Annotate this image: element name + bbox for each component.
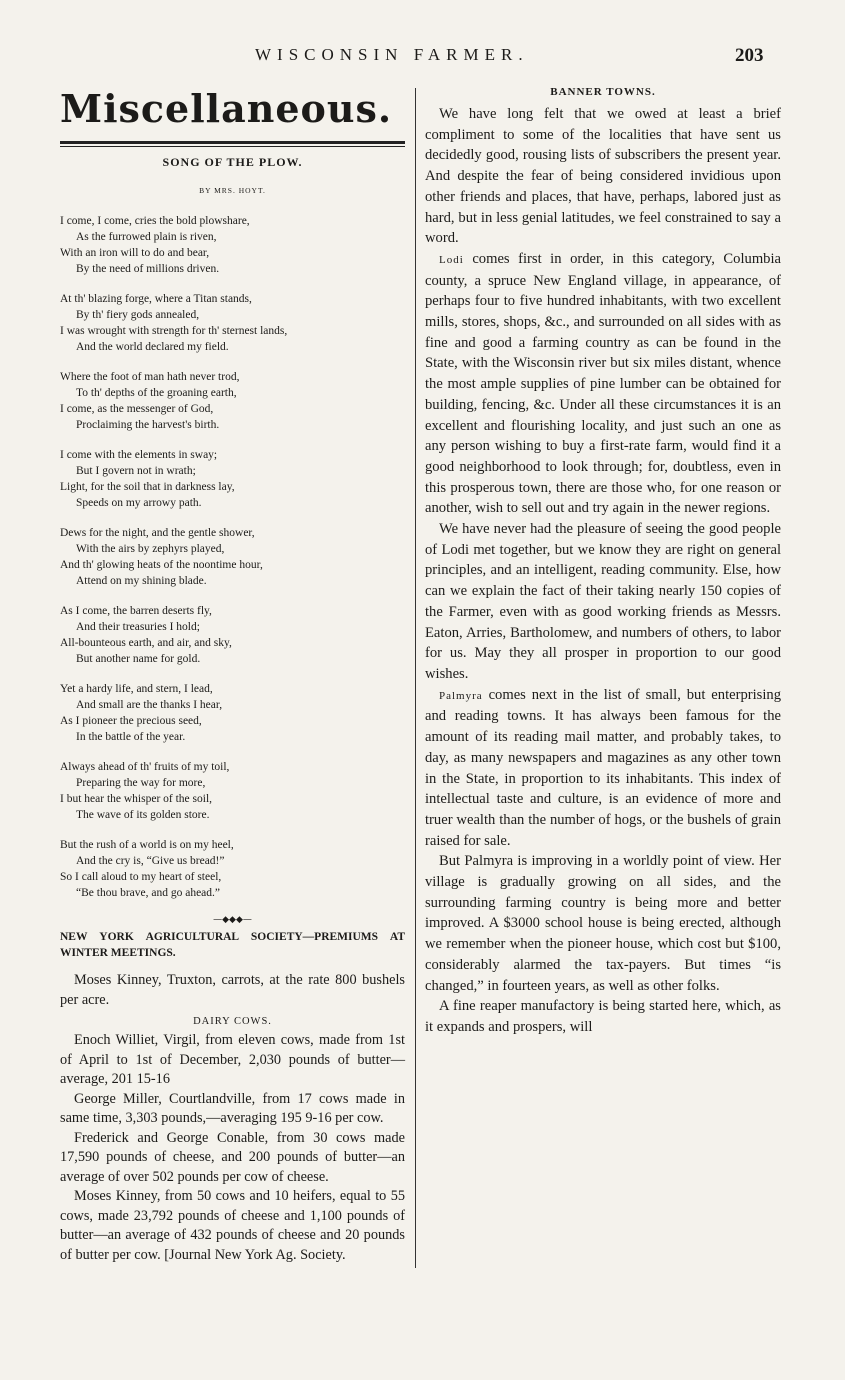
poem-stanza — [60, 681, 405, 745]
page-number: 203 — [735, 45, 764, 66]
poem-line: I was wrought with strength for th' sternest lands, — [60, 325, 288, 337]
poem-line: And the cry is, “Give us bread!” — [76, 855, 225, 867]
poem-body — [60, 213, 405, 901]
poem-stanza — [60, 213, 405, 277]
banner-paragraph-5: But Palmyra is improving in a worldly point of view. Her village is gradually growing on all sides, and the surrounding farming country is being more and better improved. A $3000 school house is being erected, although we remember when the pioneer house, which cost but $100, considerably alarmed the tax-payers. But times “is changed,” in fourteen years, as well as other folks. — [425, 853, 781, 994]
palmyra-lead: Palmyra — [439, 689, 483, 702]
poem-stanza — [60, 447, 405, 511]
poem-line: Where the foot of man hath never trod, — [60, 371, 240, 383]
society-paragraph-5: Moses Kinney, from 50 cows and 10 heifers, equal to 55 cows, made 23,792 pounds of cheese and 1,100 pounds of butter—an average of 432 pounds of cheese and 20 pounds of butter per cow. [Journal New York Ag. Society. — [60, 1188, 405, 1263]
lodi-text: comes first in order, in this category, Columbia county, a spruce New England village, in appearance, of perhaps four to five hundred inhabitants, with two excellent mills, stores, shops, &c., and surrounded on all sides with as fine and good a farming country as can be found in the State, with the Wisconsin river but six miles distant, whence the most ample supplies of pine lumber can be obtained for building, fencing, &c. Under all these circumstances it is an excellent and flourishing locality, and just such an one as any person wishing to buy a first-rate farm, would find it a good neighborhood to look through; for, doubtless, even in this prosperous town, there are those who, for one reason or another, wish to sell out and try again in the newer regions. — [425, 250, 781, 517]
banner-towns-heading: BANNER TOWNS. — [550, 86, 656, 98]
poem-line: With the airs by zephyrs played, — [76, 543, 225, 555]
poem-line: Preparing the way for more, — [76, 777, 206, 789]
banner-paragraph-4 — [425, 685, 781, 852]
poem-stanza — [60, 369, 405, 433]
poem-line: Dews for the night, and the gentle shower, — [60, 527, 255, 539]
poem-stanza — [60, 525, 405, 589]
banner-paragraph-3: We have never had the pleasure of seeing the good people of Lodi met together, but we know they are right on general principles, and an intelligent, reading community. Else, how can we explain the fact of their taking nearly 150 copies of the Farmer, even with as good working friends as Messrs. Eaton, Arries, Bartholomew, and numbers of others, to labor for us. May they all prosper in proportion to our good wishes. — [425, 521, 781, 682]
poem-line: Speeds on my arrowy path. — [76, 497, 202, 509]
dairy-cows-subhead: DAIRY COWS. — [193, 1016, 272, 1027]
poem-stanza — [60, 837, 405, 901]
poem-line: Yet a hardy life, and stern, I lead, — [60, 683, 213, 695]
poem-line: In the battle of the year. — [76, 731, 186, 743]
poem-line: Always ahead of th' fruits of my toil, — [60, 761, 230, 773]
poem-line: And th' glowing heats of the noontime hour, — [60, 559, 263, 571]
poem-stanza — [60, 759, 405, 823]
poem-line: Attend on my shining blade. — [76, 575, 207, 587]
palmyra-text: comes next in the list of small, but enterprising and reading towns. It has always been famous for the amount of its reading mail matter, and probably takes, to day, as many newspapers and magazines as any other town in the State, in proportion to its inhabitants. This index of intellectual taste and culture, is an evidence of more and truer wealth than the number of hogs, or the bushels of grain raised for sale. — [425, 686, 781, 849]
poem-stanza — [60, 291, 405, 355]
poem-line: So I call aloud to my heart of steel, — [60, 871, 222, 883]
poem-line: I come, I come, cries the bold plowshare, — [60, 215, 250, 227]
poem-line: And their treasuries I hold; — [76, 621, 200, 633]
poem-title: SONG OF THE PLOW. — [162, 155, 303, 169]
section-masthead: Miscellaneous. — [60, 86, 393, 131]
poem-line: Light, for the soil that in darkness lay, — [60, 481, 235, 493]
right-column — [425, 84, 781, 1038]
masthead-rule — [60, 141, 405, 147]
banner-paragraph-1: We have long felt that we owed at least a brief compliment to some of the localities that have sent us decidedly good, rousing lists of subscribers the present year. And despite the fear of being considered invidious upon other friends and places, that have, perhaps, labored just as hard, but in less genial latitudes, we feel constrained to say a word. — [425, 106, 781, 247]
poem-line: But I govern not in wrath; — [76, 465, 196, 477]
society-heading: NEW YORK AGRICULTURAL SOCIETY—PREMIUMS AT WINTER MEETINGS. — [60, 931, 405, 959]
poem-line: To th' depths of the groaning earth, — [76, 387, 237, 399]
left-column — [60, 84, 405, 1265]
poem-line: With an iron will to do and bear, — [60, 247, 210, 259]
poem-line: As I come, the barren deserts fly, — [60, 605, 212, 617]
poem-line: But another name for gold. — [76, 653, 201, 665]
poem-line: By th' fiery gods annealed, — [76, 309, 200, 321]
poem-line: As I pioneer the precious seed, — [60, 715, 202, 727]
poem-line: I but hear the whisper of the soil, — [60, 793, 213, 805]
society-paragraph-2: Enoch Williet, Virgil, from eleven cows, made from 1st of April to 1st of December, 2,030 pounds of butter—average, 201 15-16 — [60, 1032, 405, 1087]
lodi-lead: Lodi — [439, 253, 464, 266]
society-paragraph-1: Moses Kinney, Truxton, carrots, at the rate 800 bushels per acre. — [60, 972, 405, 1008]
poem-line: The wave of its golden store. — [76, 809, 210, 821]
poem-line: I come, as the messenger of God, — [60, 403, 214, 415]
poem-line: “Be thou brave, and go ahead.” — [76, 887, 221, 899]
poem-byline: BY MRS. HOYT. — [199, 186, 266, 195]
poem-line: And small are the thanks I hear, — [76, 699, 223, 711]
column-rule — [415, 88, 416, 1268]
society-paragraph-3: George Miller, Courtlandville, from 17 cows made in same time, 3,303 pounds,—averaging 195 9-16 per cow. — [60, 1090, 405, 1126]
poem-line: At th' blazing forge, where a Titan stands, — [60, 293, 252, 305]
poem-line: I come with the elements in sway; — [60, 449, 218, 461]
banner-paragraph-6: A fine reaper manufactory is being started here, which, as it expands and prospers, will — [425, 998, 781, 1035]
running-head — [0, 45, 845, 75]
banner-paragraph-2 — [425, 249, 781, 519]
poem-line: By the need of millions driven. — [76, 263, 220, 275]
journal-title: WISCONSIN FARMER. — [255, 45, 529, 64]
poem-line: And the world declared my field. — [76, 341, 229, 353]
poem-stanza — [60, 603, 405, 667]
society-paragraph-4: Frederick and George Conable, from 30 cows made 17,590 pounds of cheese, and 200 pounds of butter—an average of over 502 pounds per cow of cheese. — [60, 1129, 405, 1185]
poem-line: As the furrowed plain is riven, — [76, 231, 217, 243]
poem-line: But the rush of a world is on my heel, — [60, 839, 234, 851]
poem-line: All-bounteous earth, and air, and sky, — [60, 637, 232, 649]
section-ornament: —◆◆◆— — [213, 915, 252, 925]
poem-line: Proclaiming the harvest's birth. — [76, 419, 220, 431]
